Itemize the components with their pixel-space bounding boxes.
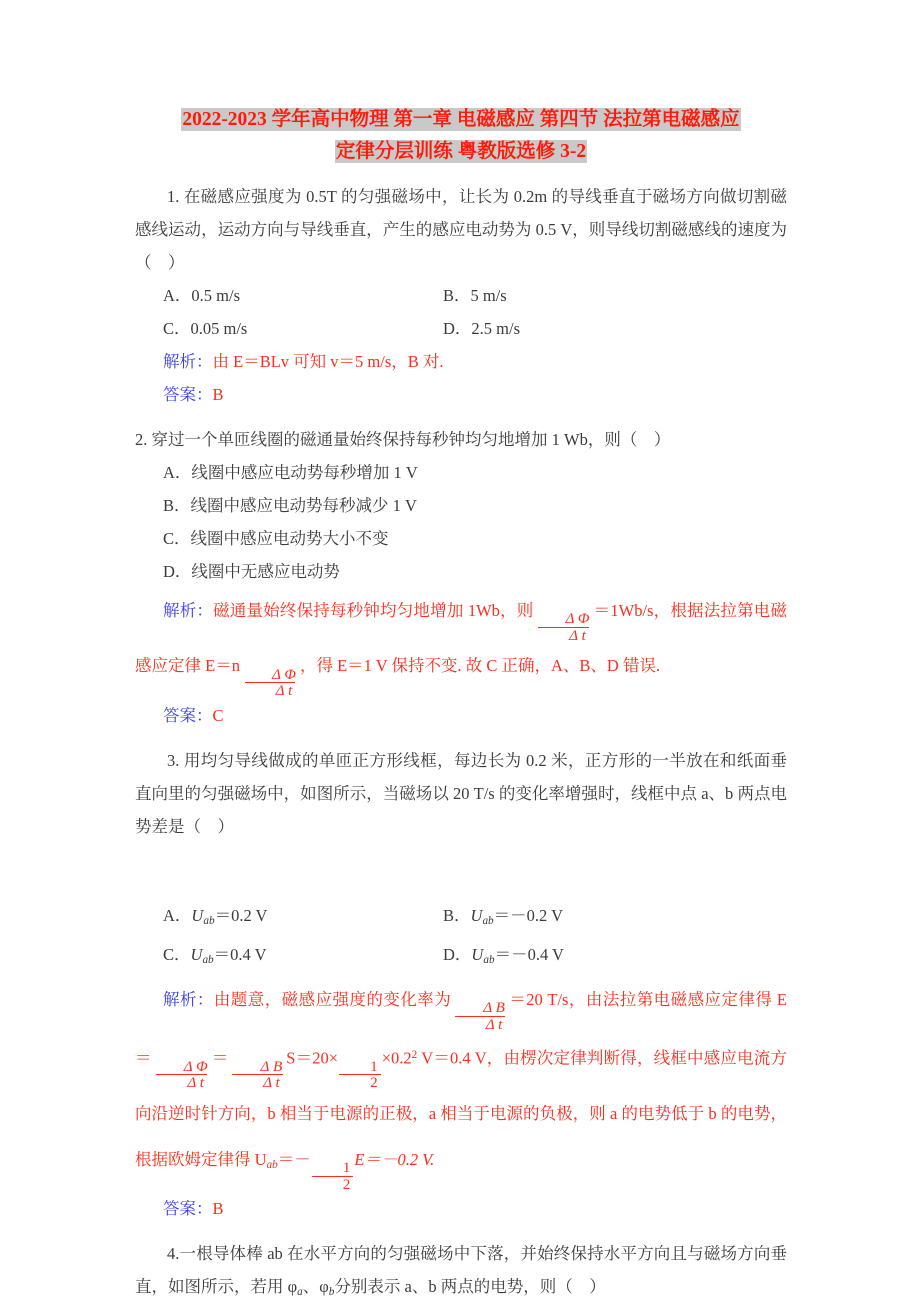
question-2-answer (135, 699, 787, 732)
question-2-text: 穿过一个单匝线圈的磁通量始终保持每秒钟均匀地增加 1 Wb，则（ ） (151, 430, 671, 449)
question-1-answer-label: 答案： (163, 385, 213, 404)
fraction-denominator: Δ t (232, 1074, 283, 1090)
question-3-option-c-variable: U (190, 944, 203, 964)
question-3-option-c-text: ＝0.4 V (213, 944, 267, 964)
question-2-analysis (135, 588, 787, 699)
page-title-line-2 (135, 136, 787, 168)
fraction-delta-b-delta-t-2 (230, 1059, 286, 1091)
question-2-answer-label: 答案： (163, 705, 213, 725)
fraction-numerator: Δ B (483, 999, 505, 1017)
question-3-analysis-part-8: E＝－0.2 V. (354, 1149, 435, 1169)
question-1-analysis-text: 由 E＝BLv 可知 v＝5 m/s，B 对. (212, 352, 444, 371)
question-4-text-b: 、φ (302, 1277, 329, 1297)
question-2-analysis-part-3: ，得 E＝1 V 保持不变. 故 C 正确，A、B、D 错误. (299, 656, 661, 676)
question-3-option-c-label: C． (163, 944, 191, 964)
question-2-analysis-part-1: 磁通量始终保持每秒钟均匀地增加 1Wb，则 (213, 601, 534, 620)
question-2-option-a[interactable] (135, 456, 787, 489)
question-1-options-row-2 (135, 312, 787, 345)
question-3-analysis-part-5: ×0.2 (381, 1048, 412, 1068)
question-3-option-a-subscript: ab (203, 914, 215, 927)
fraction-delta-phi-delta-t-1 (535, 611, 593, 643)
fraction-delta-b-delta-t-1 (452, 1000, 508, 1032)
question-3-analysis-part-4: S＝20× (286, 1048, 339, 1068)
page-title-line-1 (135, 104, 787, 136)
question-3-option-a-label: A． (163, 905, 192, 925)
question-1-option-a-text: 0.5 m/s (191, 286, 241, 305)
question-3-option-a[interactable] (163, 899, 443, 938)
fraction-delta-phi-delta-t-2 (241, 667, 299, 699)
question-4-number: 4. (167, 1244, 180, 1264)
question-3-option-d-text: ＝－0.4 V (494, 944, 564, 964)
question-3-option-c[interactable] (163, 938, 443, 977)
question-2-number: 2. (135, 430, 148, 449)
document-content (135, 0, 787, 1302)
question-3-option-a-text: ＝0.2 V (214, 905, 268, 925)
question-3-option-c-subscript: ab (202, 953, 214, 966)
question-4-stem (135, 1237, 787, 1302)
question-1-option-b[interactable] (443, 279, 723, 312)
question-2-option-b[interactable] (135, 489, 787, 522)
question-3-figure-placeholder (135, 843, 787, 899)
question-2-option-a-label: A． (163, 463, 192, 482)
question-2-stem (135, 423, 787, 456)
question-2-analysis-label: 解析： (163, 601, 214, 620)
question-1-analysis (135, 345, 787, 378)
question-1-option-a[interactable] (163, 279, 443, 312)
question-3-analysis-exponent: 2 (411, 1049, 418, 1062)
question-1-option-b-text: 5 m/s (470, 286, 507, 305)
question-1-text: 在磁感应强度为 0.5T 的匀强磁场中，让长为 0.2m 的导线垂直于磁场方向做切割磁感线运动，运动方向与导线垂直，产生的感应电动势为 0.5 V，则导线切割磁感线的速度为（ ） (135, 187, 788, 272)
question-2-option-c-text: 线圈中感应电动势大小不变 (190, 529, 389, 548)
page-title (135, 104, 787, 168)
question-2-option-c-label: C． (163, 529, 191, 548)
question-2-option-b-label: B． (163, 496, 191, 515)
question-2-options (135, 456, 787, 588)
page-title-line-1-text: 2022-2023 学年高中物理 第一章 电磁感应 第四节 法拉第电磁感应 (182, 109, 740, 130)
question-2-option-b-text: 线圈中感应电动势每秒减少 1 V (190, 496, 417, 515)
fraction-numerator: Δ B (260, 1057, 283, 1075)
question-3-answer (135, 1192, 787, 1225)
question-1-answer (135, 378, 787, 411)
question-2-option-d-label: D． (163, 562, 192, 581)
fraction-delta-phi-delta-t-3 (153, 1059, 211, 1091)
question-2-analysis-part-2: ＝1Wb/s，根据法拉第电磁感应定律 E＝n (135, 601, 788, 676)
question-2-option-a-text: 线圈中感应电动势每秒增加 1 V (191, 463, 418, 482)
question-3-analysis-part-7: ＝－ (277, 1149, 311, 1169)
question-3-analysis-part-6: V＝0.4 V，由楞次定律判断得，线框中感应电流方向沿逆时针方向，b 相当于电源的正极，a 相当于电源的负极，则 a 的电势低于 b 的电势，根据欧姆定律得 U (135, 1048, 787, 1169)
question-1-number: 1. (167, 187, 180, 206)
question-2-option-c[interactable] (135, 522, 787, 555)
question-4-text-a: 一根导体棒 ab 在水平方向的匀强磁场中下落，并始终保持水平方向且与磁场方向垂直，如图所示，若用 φ (135, 1244, 787, 1297)
question-3-option-b-variable: U (470, 905, 483, 925)
fraction-denominator: 2 (339, 1074, 381, 1090)
question-3-analysis-part-2: ＝20 T/s，由法拉第电磁感应定律得 E＝ (135, 989, 788, 1068)
question-3-answer-label: 答案： (163, 1199, 213, 1219)
question-4-subscript-b: b (328, 1286, 335, 1299)
question-3-answer-value: B (212, 1199, 224, 1219)
fraction-denominator: Δ t (455, 1016, 506, 1032)
question-3-option-d-variable: U (471, 944, 484, 964)
fraction-numerator: 1 (370, 1057, 378, 1075)
question-3-stem (135, 744, 787, 843)
question-1-option-a-label: A． (163, 286, 192, 305)
question-1-option-d-label: D． (443, 319, 472, 338)
question-1-option-c[interactable] (163, 312, 443, 345)
question-3-option-d[interactable] (443, 938, 723, 977)
question-3-option-a-variable: U (191, 905, 204, 925)
question-3-analysis-label: 解析： (163, 989, 214, 1009)
question-1-options-row-1 (135, 279, 787, 312)
question-1-option-c-label: C． (163, 319, 191, 338)
question-2-option-d-text: 线圈中无感应电动势 (191, 562, 340, 581)
question-3-option-b-subscript: ab (482, 914, 494, 927)
fraction-numerator: Δ Φ (183, 1057, 208, 1075)
question-3-options-row-2 (135, 938, 787, 977)
question-1-analysis-label: 解析： (163, 352, 213, 371)
question-3-text: 用均匀导线做成的单匝正方形线框，每边长为 0.2 米，正方形的一半放在和纸面垂直向里的匀强磁场中，如图所示，当磁场以 20 T/s 的变化率增强时，线框中点 a、b 两点电势差是（ ） (135, 750, 788, 836)
question-3-analysis (135, 977, 787, 1192)
question-1-answer-value: B (212, 385, 224, 404)
question-3-analysis-part-1: 由题意，磁感应强度的变化率为 (213, 989, 452, 1009)
fraction-numerator: Δ Φ (271, 665, 296, 683)
question-3-option-b-text: ＝－0.2 V (493, 905, 564, 925)
fraction-denominator: Δ t (538, 627, 589, 643)
page-title-line-2-text: 定律分层训练 粤教版选修 3-2 (335, 141, 587, 162)
question-3-option-d-label: D． (443, 944, 472, 964)
question-2-option-d[interactable] (135, 555, 787, 588)
question-3-options-row-1 (135, 899, 787, 938)
question-3-analysis-part-3: ＝ (211, 1048, 229, 1068)
question-3-option-b-label: B． (443, 905, 471, 925)
question-3-option-b[interactable] (443, 899, 723, 938)
fraction-one-half-1 (339, 1059, 381, 1091)
question-1-option-d[interactable] (443, 312, 723, 345)
question-4-text-c: 分别表示 a、b 两点的电势，则（ ） (334, 1277, 606, 1297)
question-1-option-b-label: B． (443, 286, 471, 305)
fraction-numerator: Δ Φ (565, 610, 590, 628)
question-1-option-c-text: 0.05 m/s (190, 319, 248, 338)
fraction-denominator: 2 (312, 1176, 354, 1192)
fraction-denominator: Δ t (156, 1074, 207, 1090)
question-1-stem (135, 180, 787, 279)
question-3-number: 3. (167, 750, 180, 770)
question-4-subscript-a: a (297, 1286, 303, 1299)
question-3-analysis-subscript-ab: ab (266, 1159, 278, 1172)
fraction-numerator: 1 (342, 1159, 351, 1177)
question-3-option-d-subscript: ab (483, 953, 495, 966)
fraction-denominator: Δ t (245, 682, 296, 698)
question-1-option-d-text: 2.5 m/s (471, 319, 521, 338)
question-2-answer-value: C (212, 705, 224, 725)
fraction-one-half-2 (312, 1160, 354, 1192)
